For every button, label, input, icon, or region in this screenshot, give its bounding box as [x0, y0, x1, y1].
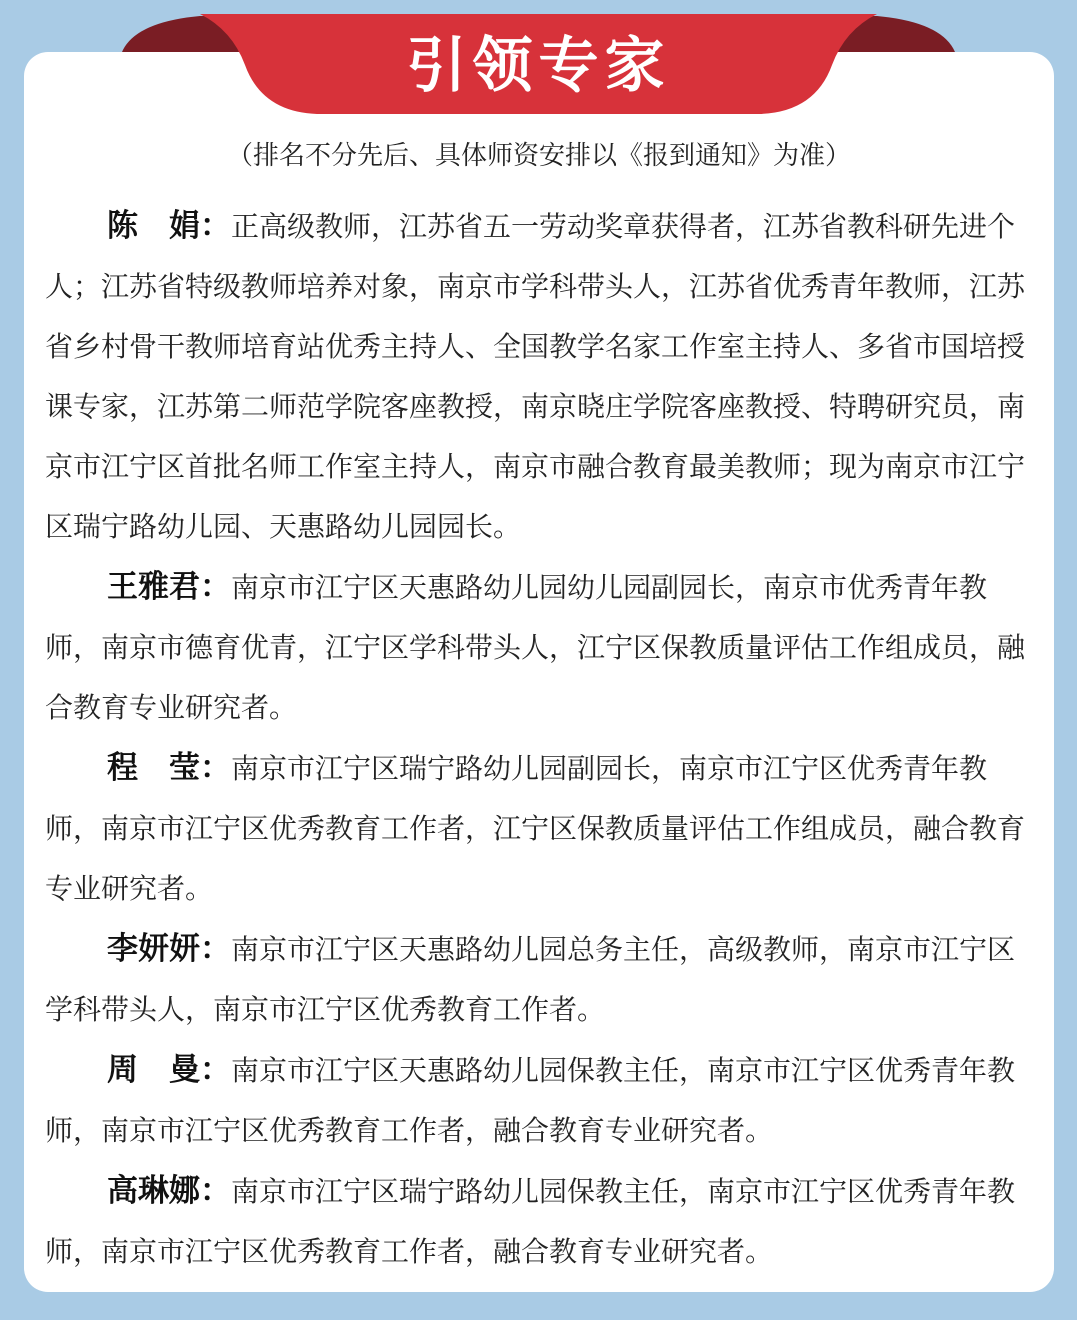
expert-name: 李妍妍：: [107, 931, 231, 967]
expert-name: 陈 娟：: [107, 208, 231, 244]
expert-entry: [45, 557, 1030, 738]
expert-name: 高琳娜：: [107, 1173, 231, 1209]
expert-name: 程 莹：: [107, 750, 231, 786]
page-title: 引领专家: [406, 31, 671, 101]
expert-description: 南京市江宁区天惠路幼儿园幼儿园副园长，南京市优秀青年教师，南京市德育优青，江宁区学科带头人，江宁区保教质量评估工作组成员，融合教育专业研究者。: [45, 571, 1026, 724]
expert-list: [45, 196, 1030, 1282]
expert-description: 南京市江宁区天惠路幼儿园总务主任，高级教师，南京市江宁区学科带头人，南京市江宁区优秀教育工作者。: [45, 933, 1016, 1026]
expert-entry: [45, 1040, 1030, 1161]
expert-name: 周 曼：: [107, 1052, 231, 1088]
expert-name: 王雅君：: [107, 569, 231, 605]
expert-entry: [45, 1161, 1030, 1282]
expert-description: 南京市江宁区瑞宁路幼儿园保教主任，南京市江宁区优秀青年教师，南京市江宁区优秀教育工作者，融合教育专业研究者。: [45, 1175, 1016, 1268]
expert-description: 南京市江宁区天惠路幼儿园保教主任，南京市江宁区优秀青年教师，南京市江宁区优秀教育工作者，融合教育专业研究者。: [45, 1054, 1016, 1147]
expert-description: 正高级教师，江苏省五一劳动奖章获得者，江苏省教科研先进个人；江苏省特级教师培养对象，南京市学科带头人，江苏省优秀青年教师，江苏省乡村骨干教师培育站优秀主持人、全国教学名家工作室主持人、多省市国培授课专家，江苏第二师范学院客座教授，南京晓庄学院客座教授、特聘研究员，南京市江宁区首批名师工作室主持人，南京市融合教育最美教师；现为南京市江宁区瑞宁路幼儿园、天惠路幼儿园园长。: [45, 210, 1026, 543]
expert-entry: [45, 196, 1030, 557]
expert-entry: [45, 919, 1030, 1040]
expert-entry: [45, 738, 1030, 919]
expert-description: 南京市江宁区瑞宁路幼儿园副园长，南京市江宁区优秀青年教师，南京市江宁区优秀教育工作者，江宁区保教质量评估工作组成员，融合教育专业研究者。: [45, 752, 1026, 905]
page-subtitle: （排名不分先后、具体师资安排以《报到通知》为准）: [226, 141, 851, 171]
